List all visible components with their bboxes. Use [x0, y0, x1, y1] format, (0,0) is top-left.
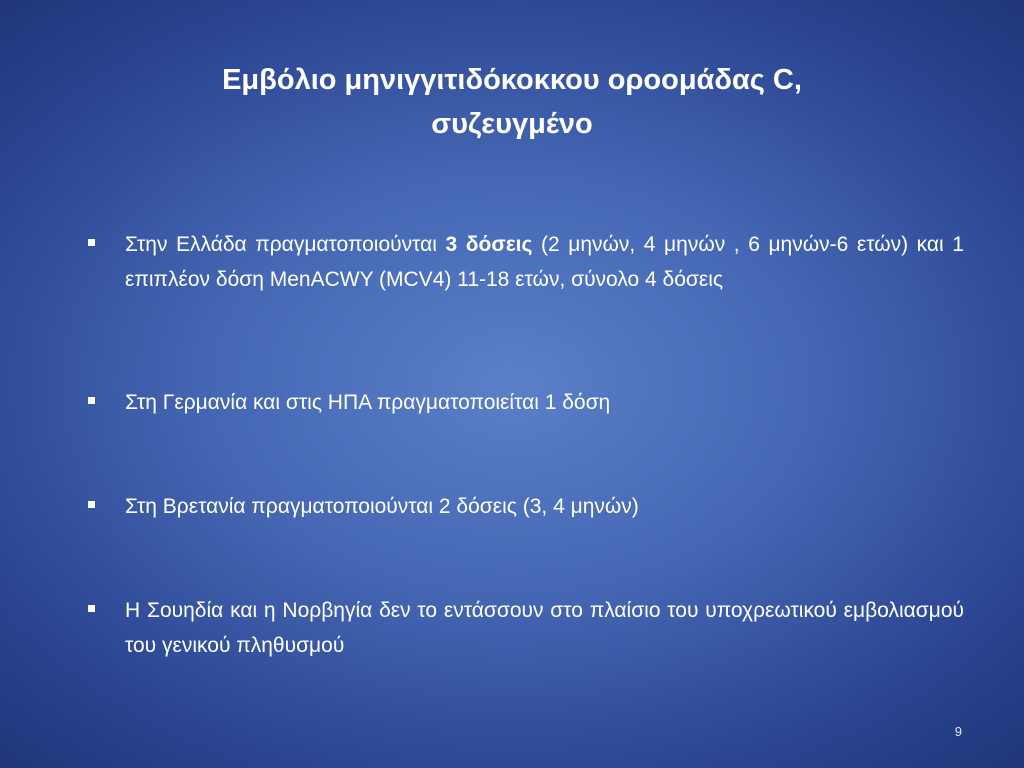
page-number: 9: [954, 724, 962, 739]
square-bullet-icon: [88, 239, 95, 246]
bullet-bold-text: 3 δόσεις: [445, 233, 533, 256]
slide-title-line-1: Εμβόλιο μηνιγγιτιδόκοκκου οροομάδας C,: [222, 64, 802, 96]
bullet-text: Η Σουηδία και η Νορβηγία δεν το εντάσσουν στο πλαίσιο του υποχρεωτικού εμβολιασμού του γενικού πληθυσμού: [125, 599, 964, 657]
slide-title-line-2: συζευγμένο: [431, 108, 593, 140]
slide-title: [110, 58, 914, 146]
bullet-text: Στη Γερμανία και στις ΗΠΑ πραγματοποιείται 1 δόση: [125, 391, 611, 414]
square-bullet-icon: [88, 501, 95, 508]
square-bullet-icon: [88, 397, 95, 404]
square-bullet-icon: [88, 605, 95, 612]
bullet-text: Στη Βρετανία πραγματοποιούνται 2 δόσεις (3, 4 μηνών): [125, 495, 639, 518]
bullet-text: Στην Ελλάδα πραγματοποιούνται 3 δόσεις (2 μηνών, 4 μηνών , 6 μηνών-6 ετών) και 1 επιπλέον δόση MenACWY (MCV4) 11-18 ετών, σύνολο 4 δόσεις: [125, 233, 964, 291]
